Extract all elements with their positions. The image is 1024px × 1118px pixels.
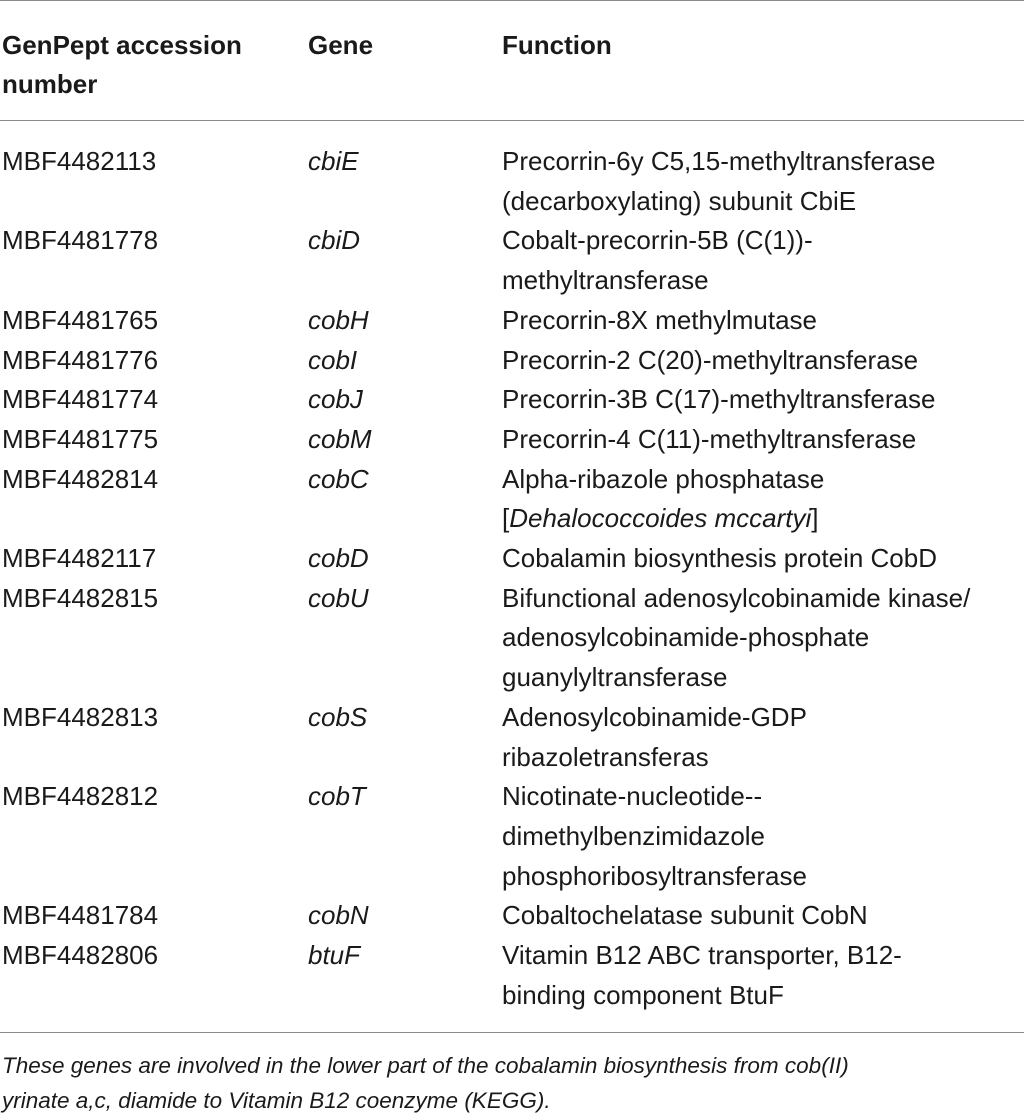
- table-row: [0, 142, 1024, 221]
- function-line: Bifunctional adenosylcobinamide kinase/: [502, 582, 971, 613]
- accession-cell: MBF4481774: [2, 384, 159, 415]
- header-accession-line-1: GenPept accession: [2, 30, 242, 60]
- function-line: Cobaltochelatase subunit CobN: [502, 900, 868, 931]
- gene-cell: cobI: [308, 344, 358, 375]
- function-line: phosphoribosyltransferase: [502, 860, 807, 891]
- table-footnote: [2, 1048, 1022, 1118]
- function-cell: [502, 777, 1022, 896]
- function-cell: [502, 301, 1022, 341]
- footnote-line-2: yrinate a,c, diamide to Vitamin B12 coenzyme (KEGG).: [2, 1088, 551, 1113]
- function-line: binding component BtuF: [502, 979, 784, 1010]
- function-cell: [502, 460, 1022, 539]
- table-row: [0, 380, 1024, 420]
- table-row: [0, 579, 1024, 698]
- function-line: ribazoletransferas: [502, 741, 709, 772]
- gene-cell: cobU: [308, 582, 369, 613]
- bracket-close: ]: [811, 503, 819, 534]
- table-row: [0, 936, 1024, 1015]
- table-header-rule: [0, 120, 1024, 121]
- bracket-open: [: [502, 503, 510, 534]
- function-line: Cobalt-precorrin-5B (C(1))-: [502, 225, 813, 256]
- gene-cell: cbiD: [308, 225, 361, 256]
- accession-cell: MBF4482813: [2, 701, 159, 732]
- table-row: [0, 221, 1024, 300]
- function-cell: [502, 698, 1022, 777]
- function-line: Precorrin-4 C(11)-methyltransferase: [502, 423, 917, 454]
- gene-cell: cobS: [308, 701, 368, 732]
- function-line: dimethylbenzimidazole: [502, 820, 766, 851]
- accession-cell: MBF4482815: [2, 582, 159, 613]
- accession-cell: MBF4481775: [2, 423, 159, 454]
- gene-cell: btuF: [308, 940, 361, 971]
- accession-cell: MBF4482812: [2, 781, 159, 812]
- table-row: [0, 896, 1024, 936]
- header-function: Function: [502, 30, 612, 60]
- table-row: [0, 539, 1024, 579]
- function-line: Precorrin-6y C5,15-methyltransferase: [502, 146, 936, 176]
- table-bottom-rule: [0, 1032, 1024, 1033]
- function-line: Precorrin-3B C(17)-methyltransferase: [502, 384, 936, 415]
- gene-cell: cobT: [308, 781, 366, 812]
- accession-cell: MBF4481778: [2, 225, 159, 256]
- table-row: [0, 301, 1024, 341]
- table-row: [0, 698, 1024, 777]
- function-cell: [502, 420, 1022, 460]
- gene-cell: cobD: [308, 543, 369, 574]
- organism-name: Dehalococcoides mccartyi: [509, 503, 812, 534]
- table-row: [0, 460, 1024, 539]
- accession-cell: MBF4481784: [2, 900, 159, 931]
- function-line: Precorrin-2 C(20)-methyltransferase: [502, 344, 919, 375]
- table-body: [0, 142, 1024, 1015]
- header-accession-line-2: number: [2, 69, 98, 99]
- function-line: Alpha-ribazole phosphatase: [502, 463, 825, 494]
- function-line: Cobalamin biosynthesis protein CobD: [502, 543, 938, 574]
- function-line: (decarboxylating) subunit CbiE: [502, 185, 857, 216]
- gene-cell: cobJ: [308, 384, 363, 415]
- function-line: Adenosylcobinamide-GDP: [502, 701, 807, 732]
- function-line: Nicotinate-nucleotide--: [502, 781, 763, 812]
- function-cell: [502, 579, 1022, 698]
- gene-cell: cobH: [308, 304, 369, 335]
- function-line: methyltransferase: [502, 265, 709, 296]
- accession-cell: MBF4482814: [2, 463, 159, 494]
- function-cell: [502, 539, 1022, 579]
- accession-cell: MBF4482806: [2, 940, 159, 971]
- function-line: Vitamin B12 ABC transporter, B12-: [502, 940, 902, 971]
- table-row: [0, 420, 1024, 460]
- function-cell: [502, 341, 1022, 381]
- table-row: [0, 341, 1024, 381]
- table-row: [0, 777, 1024, 896]
- gene-cell: cobN: [308, 900, 369, 931]
- accession-cell: MBF4481765: [2, 304, 159, 335]
- gene-cell: cobM: [308, 423, 372, 454]
- header-accession: [2, 26, 292, 104]
- function-cell: [502, 380, 1022, 420]
- gene-cell: cbiE: [308, 146, 359, 176]
- function-cell: [502, 936, 1022, 1015]
- accession-cell: MBF4481776: [2, 344, 159, 375]
- function-cell: [502, 221, 1022, 300]
- accession-cell: MBF4482113: [2, 146, 157, 176]
- function-cell: [502, 896, 1022, 936]
- function-line: Precorrin-8X methylmutase: [502, 304, 817, 335]
- header-gene: Gene: [308, 30, 374, 60]
- table-top-rule: [0, 0, 1024, 1]
- function-line: guanylyltransferase: [502, 662, 728, 693]
- accession-cell: MBF4482117: [2, 543, 157, 574]
- function-line: adenosylcobinamide-phosphate: [502, 622, 870, 653]
- function-cell: [502, 142, 1022, 221]
- function-line-organism: [502, 499, 1022, 539]
- gene-cell: cobC: [308, 463, 369, 494]
- footnote-line-1: These genes are involved in the lower part of the cobalamin biosynthesis from cob(II): [2, 1053, 849, 1078]
